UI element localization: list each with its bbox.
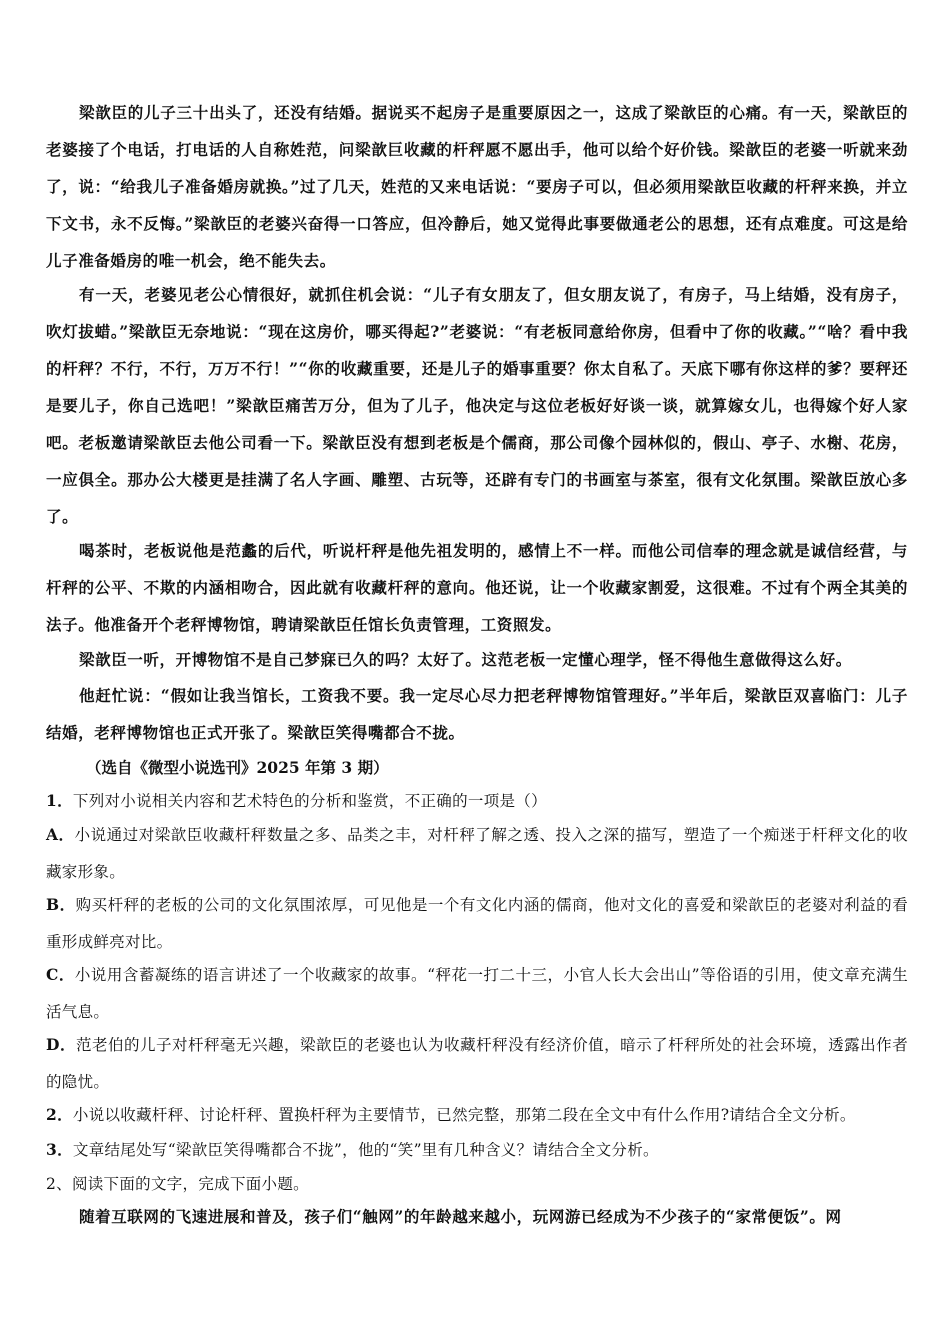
section-heading: 2、阅读下面的文字，完成下面小题。 <box>46 1175 309 1193</box>
option-d <box>46 1026 908 1101</box>
passage-paragraph-5: 他赶忙说：“假如让我当馆长，工资我不要。我一定尽心尽力把老秤博物馆管理好。”半年后，梁歆臣双喜临门：儿子结婚，老秤博物馆也正式开张了。梁歆臣笑得嘴都合不拢。 <box>46 686 908 742</box>
question-1 <box>46 782 908 820</box>
passage-paragraph-3: 喝茶时，老板说他是范蠡的后代，听说杆秤是他先祖发明的，感情上不一样。而他公司信奉的理念就是诚信经营，与杆秤的公平、不欺的内涵相吻合，因此就有收藏杆秤的意向。他还说，让一个收藏家割爱，这很难。不过有个两全其美的法子。他准备开个老秤博物馆，聘请梁歆臣任馆长负责管理，工资照发。 <box>46 541 908 634</box>
question-3-text: 文章结尾处写“梁歆臣笑得嘴都合不拢”，他的“笑”里有几种含义？请结合全文分析。 <box>72 1141 659 1159</box>
option-d-text: 范老伯的儿子对杆秤毫无兴趣，梁歆臣的老婆也认为收藏杆秤没有经济价值，暗示了杆秤所处的社会环境，透露出作者的隐忧。 <box>46 1036 908 1091</box>
option-a-text: 小说通过对梁歆臣收藏杆秤数量之多、品类之丰，对杆秤了解之透、投入之深的描写，塑造了一个痴迷于杆秤文化的收藏家形象。 <box>46 826 908 881</box>
option-a <box>46 816 908 891</box>
option-c-text: 小说用含蓄凝练的语言讲述了一个收藏家的故事。“秤花一打二十三，小官人长大会出山”等俗语的引用，使文章充满生活气息。 <box>46 966 908 1021</box>
question-2-number: 2． <box>46 1105 73 1124</box>
option-b <box>46 886 908 961</box>
option-c <box>46 956 908 1031</box>
option-b-text: 购买杆秤的老板的公司的文化氛围浓厚，可见他是一个有文化内涵的儒商，他对文化的喜爱和梁歆臣的老婆对利益的看重形成鲜亮对比。 <box>46 896 908 951</box>
question-1-text: 下列对小说相关内容和艺术特色的分析和鉴赏，不正确的一项是（） <box>72 792 547 810</box>
next-passage-paragraph-1: 随着互联网的飞速进展和普及，孩子们“触网”的年龄越来越小，玩网游已经成为不少孩子的“家常便饭”。网 <box>79 1207 842 1226</box>
passage-paragraph-4: 梁歆臣一听，开博物馆不是自己梦寐已久的吗？太好了。这范老板一定懂心理学，怪不得他生意做得这么好。 <box>79 650 852 669</box>
option-d-label: D． <box>46 1035 76 1054</box>
source-citation: （选自《微型小说选刊》2025 年第 3 期） <box>86 758 389 777</box>
option-c-label: C． <box>46 965 75 984</box>
question-3 <box>46 1131 908 1169</box>
question-2-text: 小说以收藏杆秤、讨论杆秤、置换杆秤为主要情节，已然完整，那第二段在全文中有什么作用?请结合全文分析。 <box>72 1106 856 1124</box>
option-b-label: B． <box>46 895 76 914</box>
question-2 <box>46 1096 908 1134</box>
question-1-number: 1． <box>46 791 73 810</box>
passage-paragraph-1: 梁歆臣的儿子三十出头了，还没有结婚。据说买不起房子是重要原因之一，这成了梁歆臣的心痛。有一天，梁歆臣的老婆接了个电话，打电话的人自称姓范，问梁歆巨收藏的杆秤愿不愿出手，他可以给个好价钱。梁歆臣的老婆一听就来劲了，说：“给我儿子准备婚房就换。”过了几天，姓范的又来电话说：“要房子可以，但必须用梁歆臣收藏的杆秤来换，并立下文书，永不反悔。”梁歆臣的老婆兴奋得一口答应，但冷静后，她又觉得此事要做通老公的思想，还有点难度。可这是给儿子准备婚房的唯一机会，绝不能失去。 <box>46 103 909 270</box>
option-a-label: A． <box>46 825 75 844</box>
question-3-number: 3． <box>46 1140 73 1159</box>
passage-paragraph-2: 有一天，老婆见老公心情很好，就抓住机会说：“儿子有女朋友了，但女朋友说了，有房子，马上结婚，没有房子，吹灯拔蜡。”梁歆臣无奈地说：“现在这房价，哪买得起?”老婆说：“有老板同意给你房，但看中了你的收藏。”“啥？看中我的杆秤？不行，不行，万万不行！”“你的收藏重要，还是儿子的婚事重要？你太自私了。天底下哪有你这样的爹？要秤还是要儿子，你自己选吧！”梁歆臣痛苦万分，但为了儿子，他决定与这位老板好好谈一谈，就算嫁女儿，也得嫁个好人家吧。老板邀请梁歆臣去他公司看一下。梁歆臣没有想到老板是个儒商，那公司像个园林似的，假山、亭子、水榭、花房，一应俱全。那办公大楼更是挂满了名人字画、雕塑、古玩等，还辟有专门的书画室与茶室，很有文化氛围。梁歆臣放心多了。 <box>46 285 908 526</box>
